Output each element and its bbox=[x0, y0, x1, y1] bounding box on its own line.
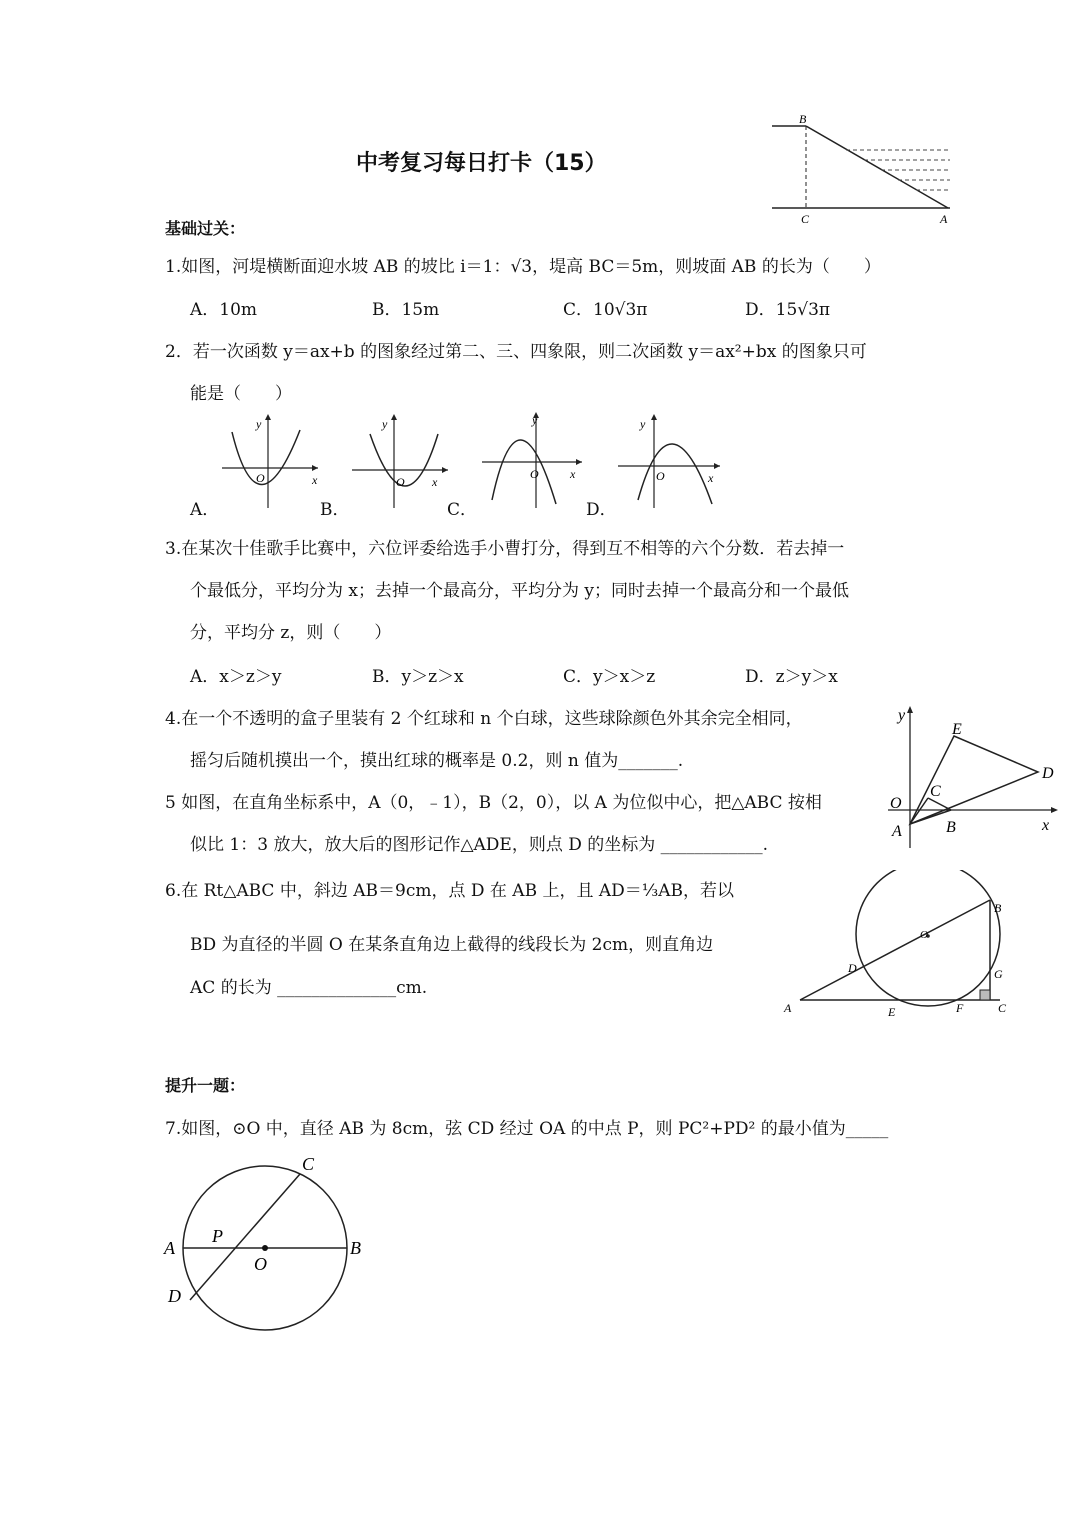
svg-text:D: D bbox=[168, 1286, 181, 1306]
svg-text:B: B bbox=[994, 901, 1002, 915]
q1-option-b: B．15m bbox=[372, 300, 440, 320]
svg-text:C: C bbox=[998, 1001, 1007, 1015]
q5-text-line2: 似比 1：3 放大，放大后的图形记作△ADE，则点 D 的坐标为 ____________. bbox=[190, 835, 769, 855]
q4-text-line2: 摇匀后随机摸出一个，摸出红球的概率是 0.2，则 n 值为_______. bbox=[190, 751, 684, 771]
svg-text:B: B bbox=[946, 819, 956, 836]
svg-text:y: y bbox=[532, 413, 538, 427]
q2-graph-d bbox=[616, 408, 726, 512]
svg-text:x: x bbox=[312, 473, 318, 487]
svg-text:D: D bbox=[848, 961, 857, 975]
q3-option-b: B．y＞z＞x bbox=[372, 667, 464, 687]
q5-text-line1: 5 如图，在直角坐标系中，A（0，﹣1），B（2，0），以 A 为位似中心，把△ABC 按相 bbox=[165, 793, 822, 813]
label-c: C bbox=[801, 212, 810, 226]
svg-text:O: O bbox=[256, 471, 265, 485]
svg-text:y: y bbox=[256, 417, 262, 431]
svg-text:x: x bbox=[1042, 817, 1050, 834]
svg-text:P: P bbox=[212, 1226, 223, 1246]
svg-text:O: O bbox=[254, 1254, 267, 1274]
label-a: A bbox=[940, 212, 948, 226]
q1-option-d: D．15√3π bbox=[745, 300, 831, 320]
section-advance: 提升一题： bbox=[165, 1076, 246, 1095]
q2-graph-a bbox=[218, 408, 324, 512]
q3-text-line3: 分，平均分 z，则（ ） bbox=[190, 623, 392, 643]
q6-text-line1: 6.在 Rt△ABC 中，斜边 AB＝9cm，点 D 在 AB 上，且 AD＝⅓AB，若以 bbox=[165, 881, 735, 901]
svg-text:E: E bbox=[888, 1005, 896, 1019]
q3-option-c: C．y＞x＞z bbox=[563, 667, 656, 687]
q6-circle-triangle-figure bbox=[778, 870, 1018, 1028]
q1-option-c: C．10√3π bbox=[563, 300, 648, 320]
svg-text:F: F bbox=[956, 1001, 964, 1015]
svg-text:O: O bbox=[920, 929, 928, 941]
svg-text:y: y bbox=[382, 417, 388, 431]
q6-text-line2: BD 为直径的半圆 O 在某条直角边上截得的线段长为 2cm，则直角边 bbox=[190, 935, 714, 955]
section-basic: 基础过关： bbox=[165, 219, 246, 238]
q1-option-a: A．10m bbox=[190, 300, 258, 320]
svg-text:C: C bbox=[302, 1154, 315, 1174]
q2-graph-c bbox=[478, 408, 588, 512]
q1-embankment-figure bbox=[766, 110, 956, 230]
q5-coordinate-figure bbox=[884, 702, 1060, 852]
svg-text:A: A bbox=[784, 1001, 792, 1015]
q3-text-line1: 3.在某次十佳歌手比赛中，六位评委给选手小曹打分，得到互不相等的六个分数．若去掉一 bbox=[165, 539, 845, 559]
svg-text:B: B bbox=[350, 1238, 361, 1258]
q2-graph-b bbox=[348, 408, 454, 512]
svg-text:x: x bbox=[432, 475, 438, 489]
q2-text-line2: 能是（ ） bbox=[190, 384, 292, 404]
svg-text:A: A bbox=[164, 1238, 175, 1258]
q1-text: 1.如图，河堤横断面迎水坡 AB 的坡比 i＝1：√3，堤高 BC＝5m，则坡面 AB 的长为（ ） bbox=[165, 257, 881, 277]
svg-text:A: A bbox=[892, 823, 902, 840]
q2-option-d: D． bbox=[586, 500, 617, 520]
svg-text:y: y bbox=[640, 417, 646, 431]
svg-text:C: C bbox=[930, 783, 941, 800]
svg-text:D: D bbox=[1042, 765, 1054, 782]
q3-option-d: D．z＞y＞x bbox=[745, 667, 838, 687]
q3-option-a: A．x＞z＞y bbox=[190, 667, 282, 687]
q6-text-line3: AC 的长为 ______________cm. bbox=[190, 978, 428, 998]
svg-text:O: O bbox=[530, 467, 539, 481]
svg-text:y: y bbox=[898, 707, 906, 724]
label-b: B bbox=[799, 112, 807, 126]
q2-option-b: B． bbox=[320, 500, 350, 520]
svg-text:O: O bbox=[656, 469, 665, 483]
svg-text:G: G bbox=[994, 967, 1003, 981]
q2-text-line1: 2．若一次函数 y＝ax+b 的图象经过第二、三、四象限，则二次函数 y＝ax²+bx 的图象只可 bbox=[165, 342, 867, 362]
svg-text:O: O bbox=[396, 475, 405, 489]
q4-text-line1: 4.在一个不透明的盒子里装有 2 个红球和 n 个白球，这些球除颜色外其余完全相同， bbox=[165, 709, 803, 729]
q2-option-a: A． bbox=[190, 500, 220, 520]
page-title: 中考复习每日打卡（15） bbox=[356, 151, 607, 176]
q2-option-c: C． bbox=[447, 500, 478, 520]
q7-text: 7.如图，⊙O 中，直径 AB 为 8cm，弦 CD 经过 OA 的中点 P，则 PC²+PD² 的最小值为_____ bbox=[165, 1119, 889, 1139]
svg-text:x: x bbox=[570, 467, 576, 481]
q7-circle-figure bbox=[160, 1148, 375, 1338]
svg-text:x: x bbox=[708, 471, 714, 485]
q3-text-line2: 个最低分，平均分为 x；去掉一个最高分，平均分为 y；同时去掉一个最高分和一个最低 bbox=[190, 581, 849, 601]
svg-text:O: O bbox=[890, 795, 902, 812]
svg-text:E: E bbox=[952, 721, 962, 738]
